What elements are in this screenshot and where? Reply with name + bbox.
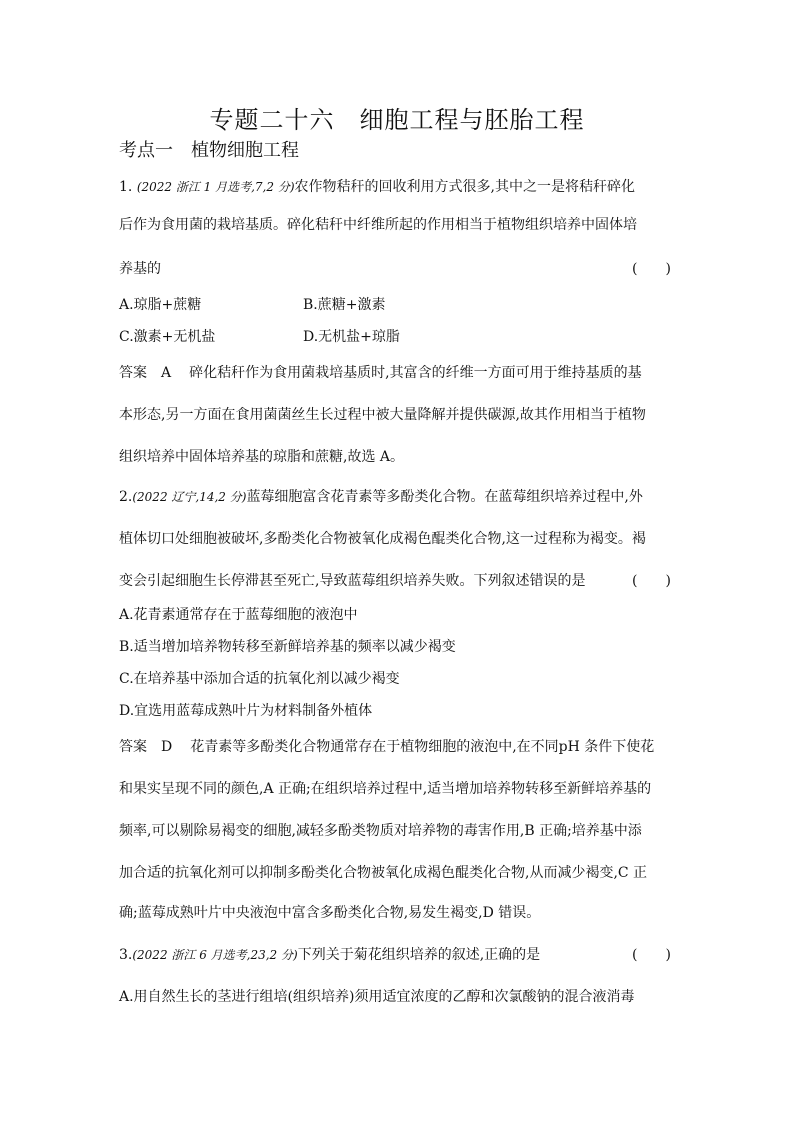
page-title: 专题二十六 细胞工程与胚胎工程 <box>209 106 585 134</box>
question-2-option-d: D.宜选用蓝莓成熟叶片为材料制备外植体 <box>119 703 373 719</box>
question-1-answer-blank: ( ) <box>632 261 671 277</box>
answer-2-label: 答案 <box>119 739 147 755</box>
section-heading: 考点一 植物细胞工程 <box>119 140 299 161</box>
answer-1-letter: A <box>161 365 172 381</box>
question-1-line-1 <box>119 176 635 196</box>
question-1-text-1: 农作物秸秆的回收利用方式很多,其中之一是将秸秆碎化 <box>294 179 635 195</box>
question-2-answer-blank: ( ) <box>632 573 671 589</box>
answer-1-text-1: 碎化秸秆作为食用菌栽培基质时,其富含的纤维一方面可用于维持基质的基 <box>189 365 642 381</box>
question-2-option-a: A.花青素通常存在于蓝莓细胞的液泡中 <box>119 607 358 623</box>
question-2-number: 2. <box>119 489 133 505</box>
question-2-text-1: 蓝莓细胞富含花青素等多酚类化合物。在蓝莓组织培养过程中,外 <box>246 489 643 505</box>
answer-1-line-1 <box>119 362 642 382</box>
answer-1-text-3: 组织培养中固体培养基的琼脂和蔗糖,故选 A。 <box>119 449 405 465</box>
answer-2-line-1 <box>119 736 654 756</box>
question-2-text-2: 植体切口处细胞被破坏,多酚类化合物被氧化成褐色醌类化合物,这一过程称为褐变。褐 <box>119 531 646 547</box>
question-3-source: (2022 浙江 6 月选考,23,2 分) <box>132 948 298 962</box>
question-2-source: (2022 辽宁,14,2 分) <box>132 490 247 504</box>
question-1-option-a: A.琼脂+蔗糖 <box>119 297 202 313</box>
question-3-text-1: 下列关于菊花组织培养的叙述,正确的是 <box>297 947 541 963</box>
answer-2-text-3: 频率,可以剔除易褐变的细胞,减轻多酚类物质对培养物的毒害作用,B 正确;培养基中添 <box>119 823 642 839</box>
question-1-text-3: 养基的 <box>119 261 161 277</box>
answer-1-text-2: 本形态,另一方面在食用菌菌丝生长过程中被大量降解并提供碳源,故其作用相当于植物 <box>119 407 646 423</box>
question-1-option-b: B.蔗糖+激素 <box>303 297 386 313</box>
answer-2-text-5: 确;蓝莓成熟叶片中央液泡中富含多酚类化合物,易发生褐变,D 错误。 <box>119 905 541 921</box>
question-1-text-2: 后作为食用菌的栽培基质。碎化秸秆中纤维所起的作用相当于植物组织培养中固体培 <box>119 217 637 233</box>
answer-2-text-2: 和果实呈现不同的颜色,A 正确;在组织培养过程中,适当增加培养物转移至新鲜培养基的 <box>119 781 652 797</box>
question-2-line-1 <box>119 486 643 506</box>
question-2-option-c: C.在培养基中添加合适的抗氧化剂以减少褐变 <box>119 671 400 687</box>
question-3-line-1 <box>119 944 540 964</box>
answer-2-text-4: 加合适的抗氧化剂可以抑制多酚类化合物被氧化成褐色醌类化合物,从而减少褐变,C 正 <box>119 865 648 881</box>
question-3-option-a: A.用自然生长的茎进行组培(组织培养)须用适宜浓度的乙醇和次氯酸钠的混合液消毒 <box>119 989 635 1005</box>
question-2-option-b: B.适当增加培养物转移至新鲜培养基的频率以减少褐变 <box>119 639 456 655</box>
answer-1-label: 答案 <box>119 365 147 381</box>
question-1-option-c: C.激素+无机盐 <box>119 329 216 345</box>
answer-2-text-1: 花青素等多酚类化合物通常存在于植物细胞的液泡中,在不同pH 条件下使花 <box>190 739 655 755</box>
question-1-source: (2022 浙江 1 月选考,7,2 分) <box>136 180 295 194</box>
question-3-answer-blank: ( ) <box>632 947 671 963</box>
question-2-text-3: 变会引起细胞生长停滞甚至死亡,导致蓝莓组织培养失败。下列叙述错误的是 <box>119 573 586 589</box>
question-3-number: 3. <box>119 947 133 963</box>
answer-2-letter: D <box>161 739 173 755</box>
question-1-option-d: D.无机盐+琼脂 <box>303 329 400 345</box>
question-1-number: 1. <box>119 179 137 195</box>
